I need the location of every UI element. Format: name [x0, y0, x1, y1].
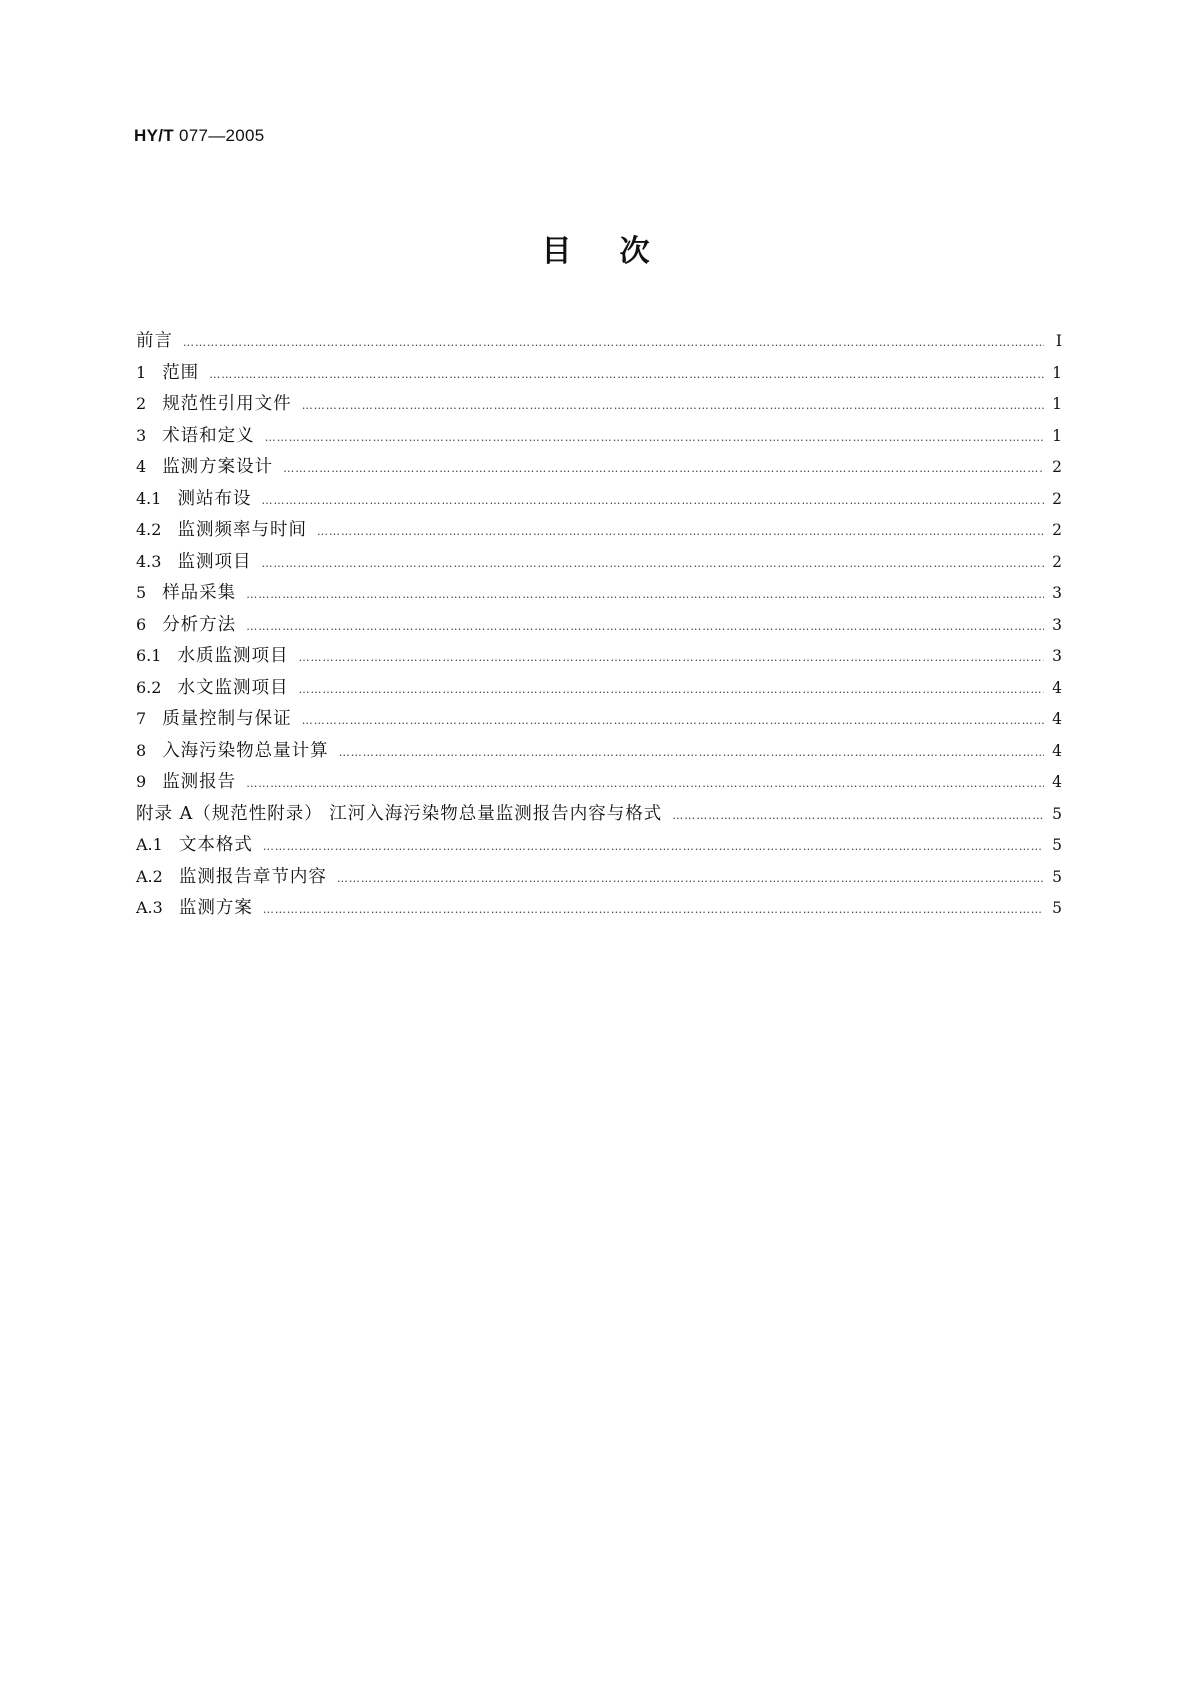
- toc-entry-number: 4.1: [136, 488, 162, 508]
- toc-entry-number: 9: [136, 772, 147, 791]
- toc-entry-a-1[interactable]: [136, 831, 1062, 863]
- title-char-1: 目: [541, 234, 572, 269]
- toc-entry-page: 2: [1052, 552, 1062, 571]
- toc-entry-page: 1: [1052, 395, 1062, 413]
- toc-leader-dots: [263, 903, 1044, 916]
- toc-entry-page: 5: [1052, 836, 1062, 854]
- toc-entry-number: A.1: [136, 835, 163, 854]
- toc-entry-number: 6: [136, 614, 147, 634]
- toc-entry-page: 4: [1052, 773, 1062, 791]
- toc-leader-dots: [672, 809, 1044, 822]
- toc-entry-8[interactable]: [136, 737, 1062, 769]
- toc-entry-3[interactable]: [136, 422, 1062, 454]
- toc-entry-page: 2: [1052, 458, 1062, 476]
- toc-leader-dots: [339, 746, 1044, 759]
- toc-entry-number: 6.1: [136, 646, 162, 665]
- toc-entry-label: 附录 A（规范性附录） 江河入海污染物总量监测报告内容与格式: [136, 803, 663, 824]
- toc-entry-appendix-a[interactable]: [136, 800, 1062, 832]
- toc-entry-page: 3: [1052, 584, 1062, 602]
- toc-entry-2[interactable]: [136, 390, 1062, 422]
- toc-entry-label: 监测频率与时间: [177, 520, 307, 540]
- toc-entry-6[interactable]: [136, 611, 1062, 643]
- table-of-contents: [136, 327, 1062, 926]
- toc-entry-page: 3: [1052, 615, 1062, 634]
- toc-leader-dots: [261, 494, 1044, 507]
- toc-entry-foreword[interactable]: [136, 327, 1062, 359]
- toc-entry-9[interactable]: [136, 768, 1062, 800]
- toc-entry-a-3[interactable]: [136, 894, 1062, 926]
- toc-entry-page: 4: [1052, 710, 1062, 728]
- toc-leader-dots: [283, 462, 1044, 475]
- toc-leader-dots: [246, 620, 1044, 633]
- toc-entry-page: 4: [1052, 741, 1062, 760]
- toc-leader-dots: [261, 557, 1044, 570]
- toc-leader-dots: [317, 525, 1044, 538]
- toc-entry-label: 测站布设: [177, 488, 252, 509]
- toc-leader-dots: [265, 431, 1044, 444]
- toc-entry-page: 2: [1052, 489, 1062, 508]
- toc-entry-label: 入海污染物总量计算: [162, 740, 329, 761]
- toc-leader-dots: [183, 336, 1044, 349]
- toc-leader-dots: [246, 588, 1044, 601]
- toc-entry-label: 范围: [162, 362, 200, 383]
- standard-number: 077—2005: [178, 126, 265, 145]
- toc-entry-number: 8: [136, 740, 147, 760]
- toc-entry-4[interactable]: [136, 453, 1062, 485]
- toc-entry-number: 5: [136, 583, 147, 602]
- toc-entry-number: 4.3: [136, 551, 162, 571]
- toc-entry-number: A.2: [136, 866, 163, 886]
- toc-entry-label: 样品采集: [162, 583, 237, 603]
- toc-entry-label: 监测报告: [162, 772, 237, 792]
- toc-entry-number: 3: [136, 425, 147, 445]
- toc-entry-page: I: [1055, 332, 1062, 350]
- toc-entry-label: 水文监测项目: [177, 677, 289, 698]
- toc-entry-label: 规范性引用文件: [162, 394, 292, 414]
- toc-entry-number: 4: [136, 457, 147, 476]
- toc-entry-page: 5: [1052, 899, 1062, 917]
- toc-entry-7[interactable]: [136, 705, 1062, 737]
- toc-entry-page: 5: [1052, 804, 1062, 823]
- toc-entry-label: 水质监测项目: [177, 646, 289, 666]
- toc-leader-dots: [209, 368, 1044, 381]
- toc-leader-dots: [263, 840, 1044, 853]
- toc-entry-label: 术语和定义: [162, 425, 255, 446]
- toc-leader-dots: [298, 683, 1044, 696]
- toc-entry-page: 2: [1052, 521, 1062, 539]
- toc-entry-label: 前言: [136, 331, 173, 351]
- standard-code: [134, 126, 265, 146]
- toc-leader-dots: [337, 872, 1044, 885]
- toc-entry-4-1[interactable]: [136, 485, 1062, 517]
- toc-leader-dots: [298, 651, 1044, 664]
- page-title: [0, 226, 1191, 270]
- toc-entry-1[interactable]: [136, 359, 1062, 391]
- toc-entry-number: 7: [136, 709, 147, 728]
- toc-entry-label: 监测方案设计: [162, 457, 274, 477]
- toc-entry-number: 1: [136, 362, 147, 382]
- toc-entry-label: 分析方法: [162, 614, 237, 635]
- toc-entry-number: 2: [136, 394, 147, 413]
- toc-leader-dots: [246, 777, 1044, 790]
- toc-leader-dots: [302, 399, 1044, 412]
- toc-entry-6-2[interactable]: [136, 674, 1062, 706]
- toc-entry-page: 5: [1052, 867, 1062, 886]
- title-char-2: 次: [619, 234, 650, 269]
- toc-entry-page: 1: [1052, 363, 1062, 382]
- toc-leader-dots: [302, 714, 1044, 727]
- standard-prefix: HY/T: [134, 126, 174, 145]
- toc-entry-a-2[interactable]: [136, 863, 1062, 895]
- toc-entry-5[interactable]: [136, 579, 1062, 611]
- toc-entry-4-3[interactable]: [136, 548, 1062, 580]
- toc-entry-page: 1: [1052, 426, 1062, 445]
- toc-entry-number: 4.2: [136, 520, 162, 539]
- toc-entry-label: 质量控制与保证: [162, 709, 292, 729]
- toc-entry-page: 4: [1052, 678, 1062, 697]
- toc-entry-number: A.3: [136, 898, 163, 917]
- toc-entry-label: 监测方案: [178, 898, 253, 918]
- toc-entry-page: 3: [1052, 647, 1062, 665]
- toc-entry-label: 监测项目: [177, 551, 252, 572]
- toc-entry-number: 6.2: [136, 677, 162, 697]
- toc-entry-4-2[interactable]: [136, 516, 1062, 548]
- toc-entry-label: 文本格式: [178, 835, 253, 855]
- toc-entry-6-1[interactable]: [136, 642, 1062, 674]
- toc-entry-label: 监测报告章节内容: [178, 866, 327, 887]
